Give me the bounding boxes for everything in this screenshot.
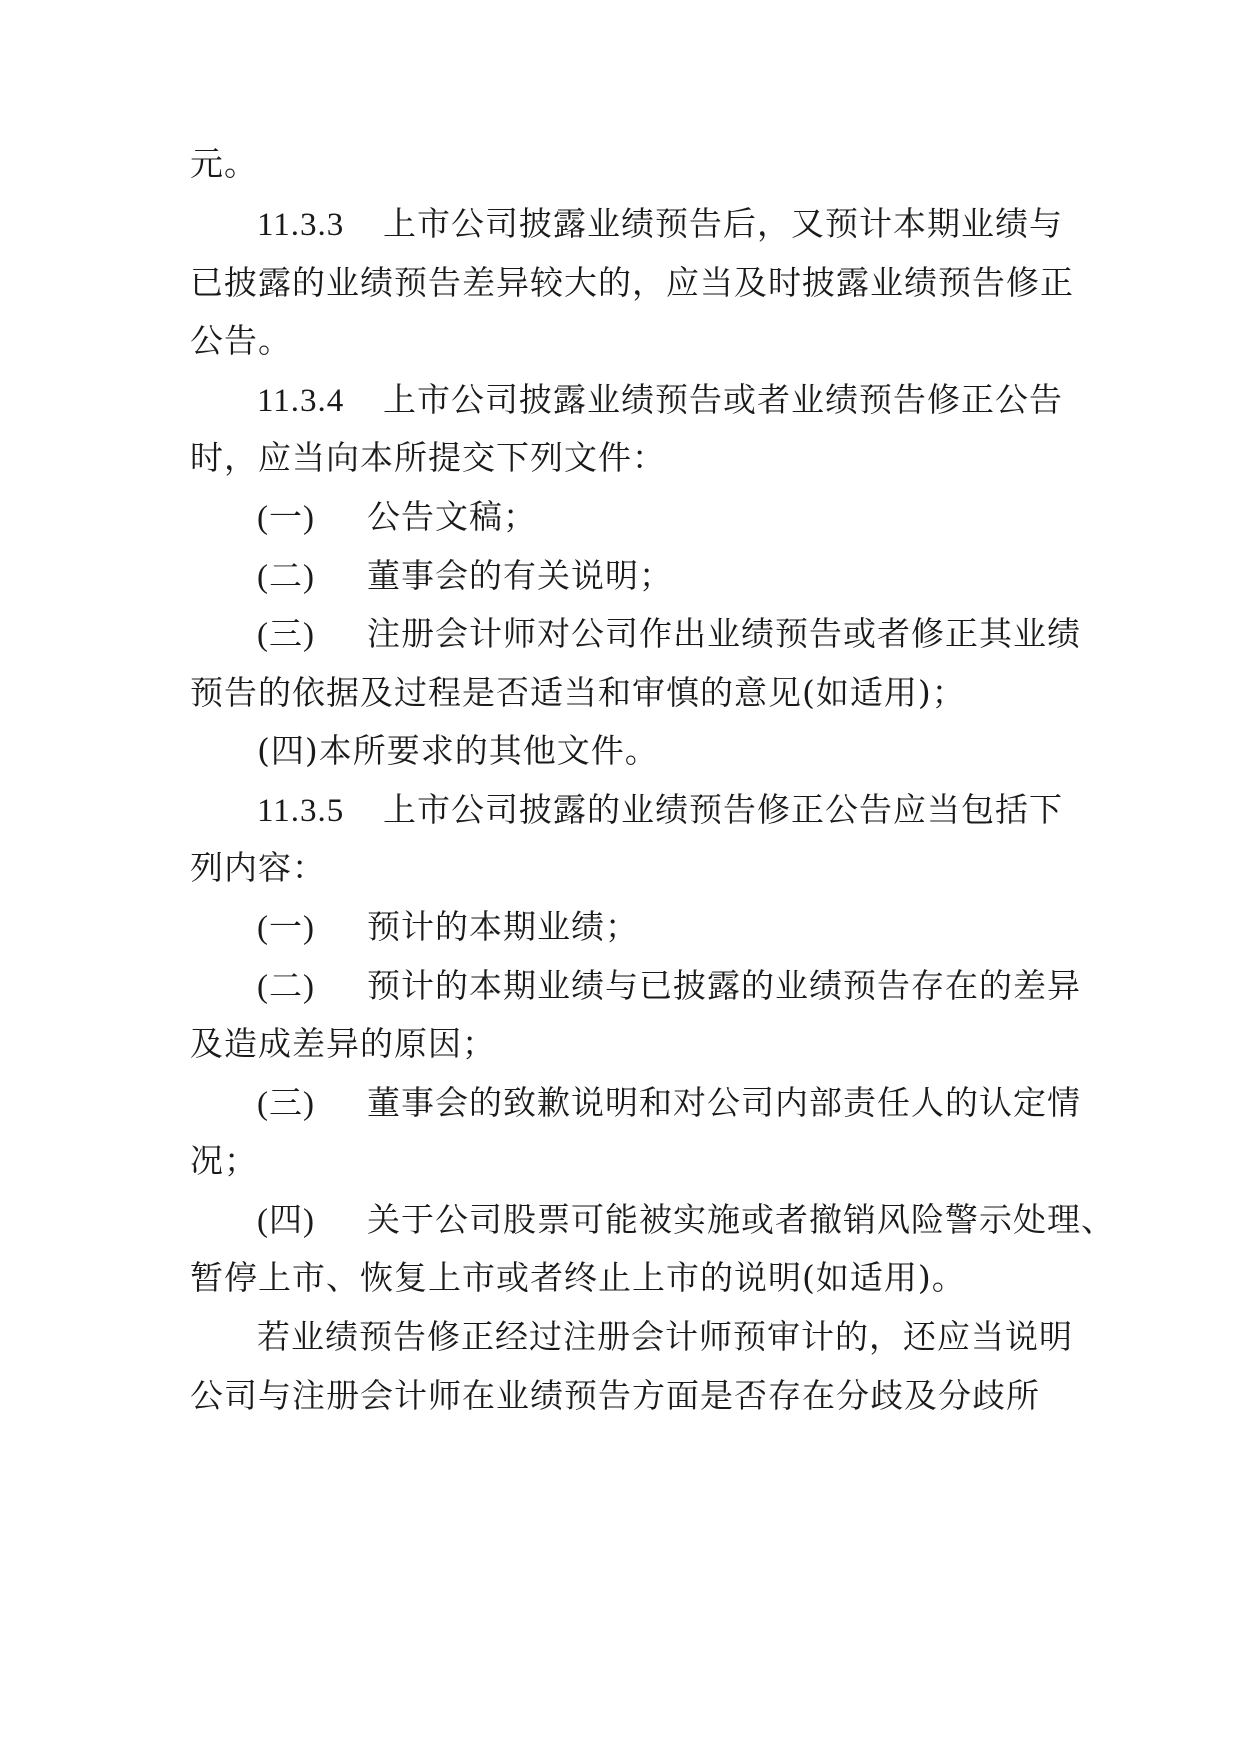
- line-text: 关于公司股票可能被实施或者撤销风险警示处理、: [367, 1200, 1115, 1239]
- line-text: 董事会的有关说明；: [367, 556, 673, 595]
- line-text: 若业绩预告修正经过注册会计师预审计的，还应当说明: [257, 1317, 1073, 1356]
- section-number: 11.3.3: [257, 207, 345, 243]
- paragraph-line: [257, 1317, 1127, 1357]
- text-line: [190, 1141, 1060, 1181]
- list-marker: (二): [257, 559, 315, 595]
- list-item-line: [257, 1083, 1127, 1124]
- line-text: 已披露的业绩预告差异较大的，应当及时披露业绩预告修正: [190, 263, 1074, 302]
- line-text: 时，应当向本所提交下列文件：: [190, 438, 666, 477]
- line-text: 上市公司披露业绩预告或者业绩预告修正公告: [383, 380, 1063, 419]
- line-text: 元。: [190, 144, 258, 183]
- text-line: [190, 321, 1060, 361]
- section-heading-line: [257, 204, 1127, 245]
- list-item-line: [257, 966, 1127, 1007]
- line-text: 公告。: [190, 321, 292, 360]
- text-line: [190, 263, 1074, 303]
- list-marker: (一): [257, 910, 315, 946]
- section-heading-line: [257, 790, 1127, 831]
- line-text: 暂停上市、恢复上市或者终止上市的说明(如适用)。: [190, 1258, 966, 1297]
- line-text: 及造成差异的原因；: [190, 1024, 496, 1063]
- list-item-line: [257, 497, 1127, 538]
- list-item-line: [257, 907, 1127, 948]
- line-text: 上市公司披露的业绩预告修正公告应当包括下: [383, 790, 1063, 829]
- text-line: [190, 673, 1060, 713]
- list-item-line: [257, 1200, 1127, 1241]
- list-item-line: [257, 614, 1127, 655]
- list-marker: (二): [257, 969, 315, 1005]
- line-text: 公告文稿；: [367, 497, 537, 536]
- section-heading-line: [257, 380, 1127, 421]
- text-line: [190, 1376, 1060, 1416]
- list-marker: (四): [257, 1203, 315, 1239]
- line-text: 公司与注册会计师在业绩预告方面是否存在分歧及分歧所: [190, 1376, 1040, 1415]
- list-item-line: [257, 731, 1127, 771]
- text-line: [190, 1024, 1060, 1064]
- line-text: 列内容：: [190, 848, 326, 887]
- line-text: 预计的本期业绩与已披露的业绩预告存在的差异: [367, 966, 1081, 1005]
- text-line: [190, 848, 1060, 888]
- line-text: 预计的本期业绩；: [367, 907, 639, 946]
- list-marker: (三): [257, 1086, 315, 1122]
- line-text: 注册会计师对公司作出业绩预告或者修正其业绩: [367, 614, 1081, 653]
- line-text: 上市公司披露业绩预告后，又预计本期业绩与: [383, 204, 1063, 243]
- text-line: [190, 438, 1060, 478]
- list-marker: (三): [257, 617, 315, 653]
- section-number: 11.3.5: [257, 793, 345, 829]
- line-text: 董事会的致歉说明和对公司内部责任人的认定情: [367, 1083, 1081, 1122]
- list-item-line: [257, 556, 1127, 597]
- section-number: 11.3.4: [257, 383, 345, 419]
- list-marker: (一): [257, 500, 315, 536]
- text-line: [190, 1258, 1060, 1298]
- line-text: 预告的依据及过程是否适当和审慎的意见(如适用)；: [190, 673, 966, 712]
- text-line: [190, 144, 1060, 184]
- line-text: 况；: [190, 1141, 258, 1180]
- line-text: (四)本所要求的其他文件。: [257, 731, 659, 770]
